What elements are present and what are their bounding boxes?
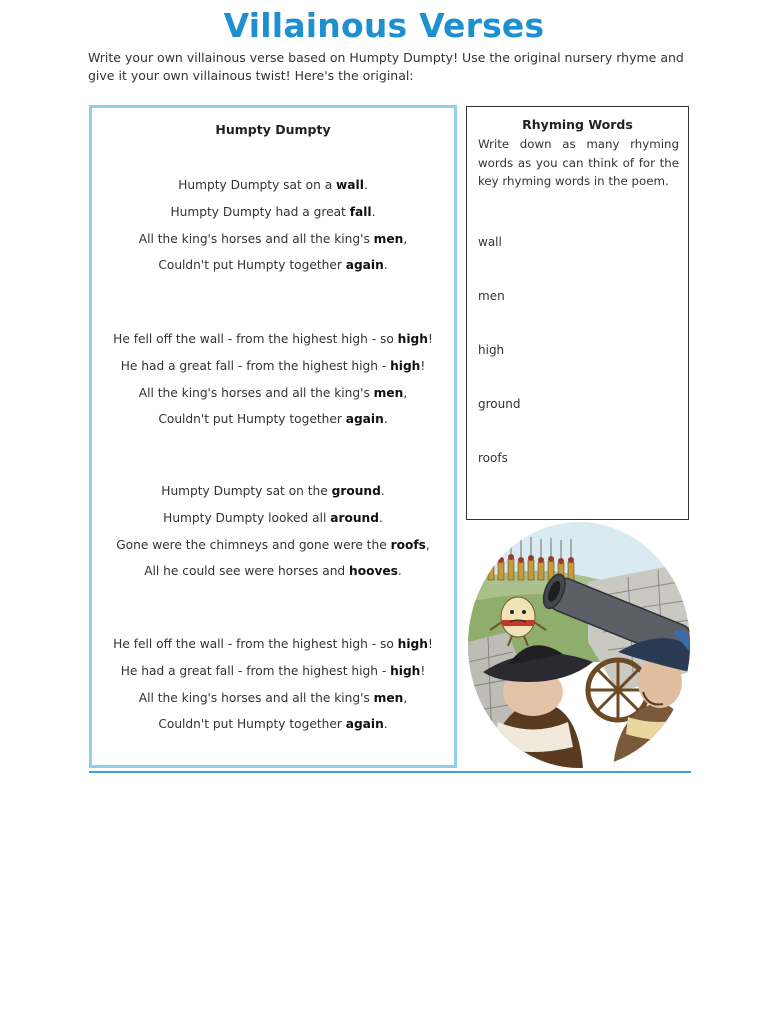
poem-line: He had a great fall - from the highest high - high! (120, 358, 426, 373)
poem-line: Humpty Dumpty looked all around. (163, 510, 383, 525)
poem-line: Humpty Dumpty sat on a wall. (178, 178, 368, 192)
poem-line: He fell off the wall - from the highest high - so high! (113, 637, 433, 651)
poem-line: Couldn't put Humpty together again. (158, 258, 388, 273)
poem-line: All the king's horses and all the king's men, (138, 690, 408, 705)
rhyming-words-box (466, 106, 689, 520)
poem-line: He fell off the wall - from the highest high - so high! (113, 332, 433, 346)
stanza-4 (92, 631, 454, 738)
poem-title: Humpty Dumpty (215, 122, 331, 137)
poem-line: Gone were the chimneys and gone were the roofs, (116, 537, 430, 552)
poem-line: All the king's horses and all the king's men, (138, 385, 408, 400)
intro-text: Write your own villainous verse based on Humpty Dumpty! Use the original nursery rhyme and give it your own villainous twist! Here's the original: (88, 50, 684, 83)
rhyming-words-instructions: Write down as many rhyming words as you can think of for the key rhyming words in the poem. (478, 137, 679, 188)
page-title: Villainous Verses (223, 6, 545, 45)
poem-line: Humpty Dumpty sat on the ground. (161, 484, 385, 498)
stanza-1 (92, 172, 454, 279)
poem-line: All the king's horses and all the king's men, (138, 231, 408, 246)
poem-line: Couldn't put Humpty together again. (158, 717, 388, 732)
bottom-rule (89, 771, 691, 773)
stanza-3 (92, 478, 454, 585)
rhyme-word-roofs[interactable]: roofs (478, 451, 508, 465)
rhyme-word-men[interactable]: men (478, 289, 505, 303)
humpty-dumpty-cannon-illustration (468, 522, 690, 768)
rhyming-words-title: Rhyming Words (522, 117, 633, 132)
poem-box (89, 105, 457, 768)
poem-line: Couldn't put Humpty together again. (158, 412, 388, 427)
rhyme-word-ground[interactable]: ground (478, 397, 521, 411)
poem-line: He had a great fall - from the highest high - high! (120, 663, 426, 678)
poem-line: All he could see were horses and hooves. (144, 564, 402, 579)
stanza-2 (92, 326, 454, 433)
rhyme-word-wall[interactable]: wall (478, 235, 502, 249)
poem-line: Humpty Dumpty had a great fall. (170, 204, 376, 219)
rhyme-word-high[interactable]: high (478, 343, 505, 357)
